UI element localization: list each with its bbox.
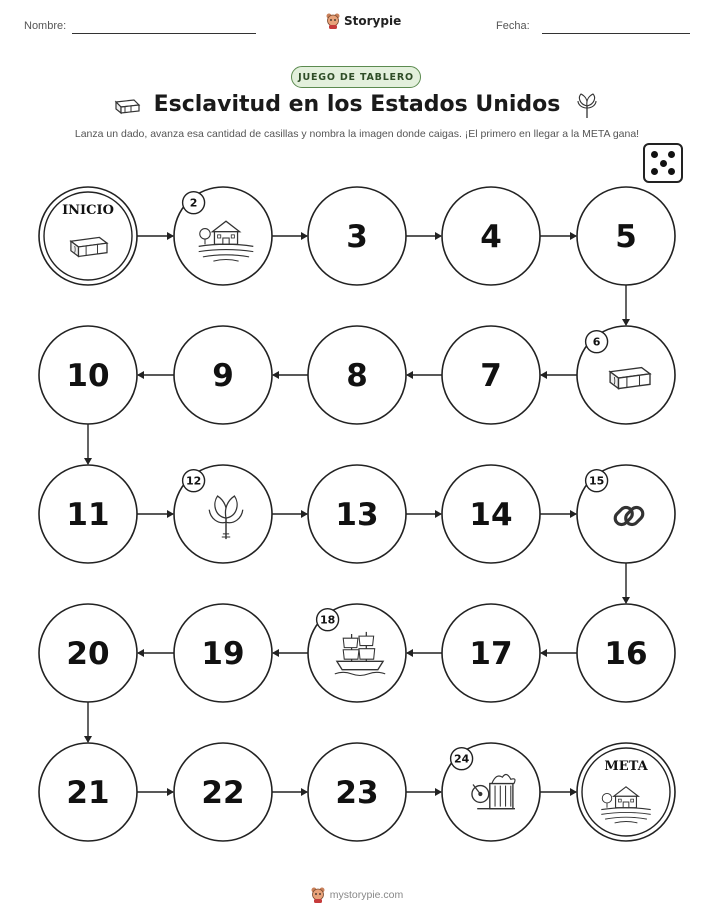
board-space-11[interactable]: [39, 465, 137, 563]
board-space-4[interactable]: [442, 187, 540, 285]
board-space-25[interactable]: [577, 743, 675, 841]
start-label: INICIO: [62, 203, 114, 218]
board-space-23[interactable]: [308, 743, 406, 841]
space-number: 18: [319, 613, 336, 627]
board-space-20[interactable]: [39, 604, 137, 702]
board-space-12[interactable]: [174, 465, 272, 563]
board-space-9[interactable]: [174, 326, 272, 424]
board-space-19[interactable]: [174, 604, 272, 702]
page-title: Esclavitud en los Estados Unidos: [153, 92, 561, 117]
space-number: 17: [469, 636, 513, 672]
space-number: 16: [604, 636, 648, 672]
space-number: 2: [189, 196, 198, 210]
board-space-8[interactable]: [308, 326, 406, 424]
footer: [0, 887, 714, 903]
space-number: 10: [66, 358, 110, 394]
board-space-14[interactable]: [442, 465, 540, 563]
board-space-2[interactable]: [174, 187, 272, 285]
instructions: Lanza un dado, avanza esa cantidad de casillas y nombra la imagen donde caigas. ¡El primero en llegar a la META gana!: [74, 128, 640, 140]
board-space-21[interactable]: [39, 743, 137, 841]
space-number: 9: [212, 358, 234, 394]
name-label: Nombre:: [24, 20, 67, 32]
space-number: 19: [201, 636, 245, 672]
space-number: 3: [346, 219, 368, 255]
board-space-6[interactable]: [577, 326, 675, 424]
space-number: 15: [588, 474, 605, 488]
space-number: 5: [615, 219, 637, 255]
board-space-15[interactable]: [577, 465, 675, 563]
date-label: Fecha:: [496, 20, 530, 32]
board-space-10[interactable]: [39, 326, 137, 424]
space-number: 6: [592, 335, 601, 349]
board-space-1[interactable]: [39, 187, 137, 285]
space-number: 22: [201, 775, 245, 811]
space-number: 24: [453, 752, 470, 766]
finish-label: META: [604, 759, 648, 774]
space-number: 21: [66, 775, 110, 811]
brand-name: Storypie: [344, 14, 402, 28]
space-number: 13: [335, 497, 379, 533]
space-number: 23: [335, 775, 379, 811]
board-space-13[interactable]: [308, 465, 406, 563]
space-number: 20: [66, 636, 110, 672]
space-number: 8: [346, 358, 368, 394]
space-number: 11: [66, 497, 110, 533]
board-space-16[interactable]: [577, 604, 675, 702]
space-circle: [39, 187, 137, 285]
board-space-18[interactable]: [308, 604, 406, 702]
board-space-7[interactable]: [442, 326, 540, 424]
board-space-3[interactable]: [308, 187, 406, 285]
cotton-bale-icon: [610, 368, 650, 389]
board-space-22[interactable]: [174, 743, 272, 841]
board-space-24[interactable]: [442, 743, 540, 841]
space-number: 12: [185, 474, 202, 488]
space-number: 14: [469, 497, 513, 533]
board-space-5[interactable]: [577, 187, 675, 285]
space-number: 7: [480, 358, 502, 394]
board-space-17[interactable]: [442, 604, 540, 702]
game-type-badge: JUEGO DE TABLERO: [291, 66, 421, 88]
cotton-bale-icon: [71, 237, 107, 256]
space-number: 4: [480, 219, 502, 255]
footer-url[interactable]: mystorypie.com: [329, 889, 404, 901]
bear-mascot-icon: [311, 887, 325, 903]
